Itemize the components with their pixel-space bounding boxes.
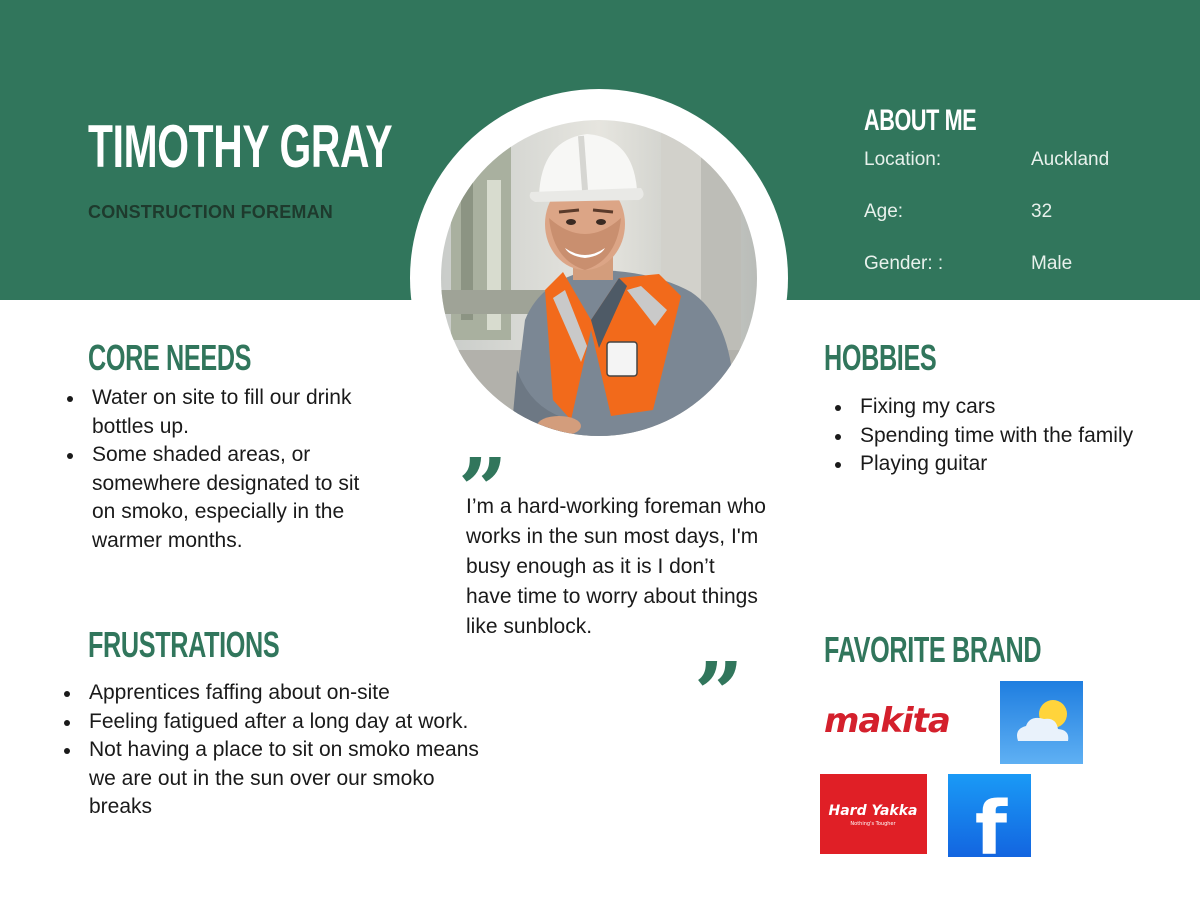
frustrations-list — [61, 679, 481, 822]
makita-wordmark — [822, 698, 974, 740]
about-me-title: ABOUT ME — [864, 104, 977, 137]
list-item: Not having a place to sit on smoko means we are out in the sun over our smoko breaks — [61, 736, 481, 822]
weather-app-icon — [1000, 681, 1083, 764]
list-item: Spending time with the family — [832, 422, 1192, 451]
persona-photo — [441, 120, 757, 436]
about-label: Location: — [864, 149, 942, 170]
facebook-logo — [948, 774, 1031, 857]
hard-yakka-logo — [820, 774, 927, 854]
core-needs-title: CORE NEEDS — [88, 337, 252, 378]
close-quote-icon: ” — [694, 644, 744, 745]
list-item: Playing guitar — [832, 450, 1192, 479]
about-label: Gender: : — [864, 253, 944, 274]
hobbies-title: HOBBIES — [824, 337, 937, 378]
hard-yakka-tagline: Nothing's Tougher — [850, 821, 896, 827]
weather-icon — [1000, 681, 1083, 764]
about-value: Male — [1031, 253, 1073, 274]
makita-text: makita — [824, 701, 950, 740]
list-item: Some shaded areas, or somewhere designated to sit on smoko, especially in the warmer months. — [64, 441, 384, 555]
list-item: Apprentices faffing about on-site — [61, 679, 481, 708]
frustrations-title: FRUSTRATIONS — [88, 624, 280, 665]
hobbies-list — [832, 393, 1192, 479]
makita-logo — [822, 698, 974, 740]
facebook-icon — [948, 774, 1031, 857]
open-quote-icon: ” — [458, 440, 508, 541]
hard-yakka-text: Hard Yakka — [828, 803, 918, 819]
about-label: Age: — [864, 201, 904, 222]
persona-name: TIMOTHY GRAY — [88, 113, 393, 180]
about-value: 32 — [1031, 201, 1053, 222]
favorite-brand-title: FAVORITE BRAND — [824, 629, 1042, 670]
facebook-f-glyph: f — [974, 786, 1008, 857]
construction-worker-illustration — [441, 120, 757, 436]
list-item: Feeling fatigued after a long day at work. — [61, 708, 481, 737]
list-item: Water on site to fill our drink bottles up. — [64, 384, 384, 441]
persona-quote: I’m a hard-working foreman who works in the sun most days, I'm busy enough as it is I don’t have time to worry about things like sunblock. — [466, 495, 766, 638]
hard-yakka-wordmark — [820, 774, 927, 854]
persona-role: CONSTRUCTION FOREMAN — [88, 202, 333, 222]
about-value: Auckland — [1031, 149, 1110, 170]
list-item: Fixing my cars — [832, 393, 1192, 422]
core-needs-list — [64, 384, 384, 555]
